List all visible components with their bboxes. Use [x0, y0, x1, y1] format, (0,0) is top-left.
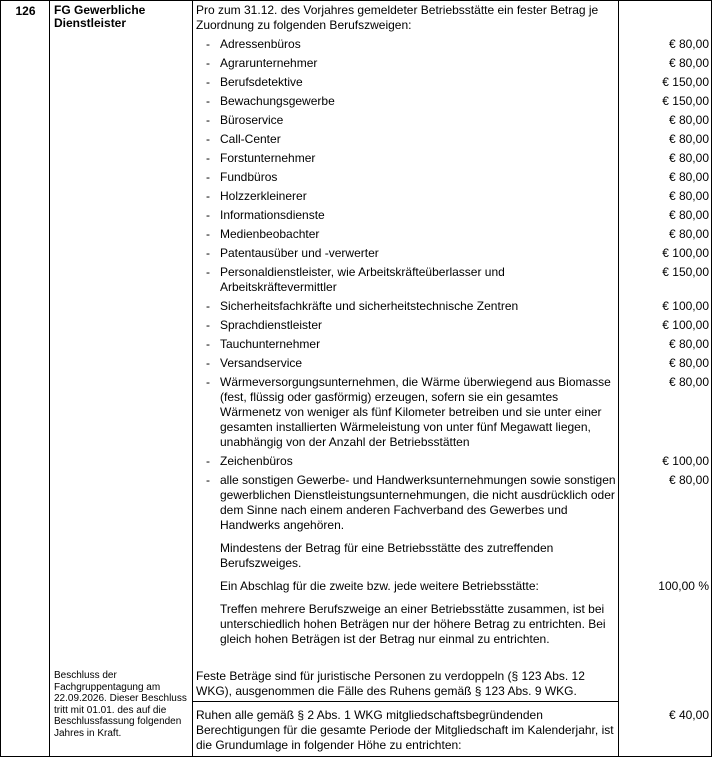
list-item	[206, 170, 616, 185]
item-amount: € 150,00	[662, 75, 709, 89]
item-amount: € 80,00	[668, 356, 709, 370]
list-bullet: -	[206, 113, 210, 127]
list-item	[206, 151, 616, 166]
list-bullet: -	[206, 132, 210, 146]
item-amount: € 150,00	[662, 265, 709, 279]
list-item	[206, 299, 616, 314]
item-label: Informationsdienste	[220, 208, 325, 222]
list-bullet: -	[206, 56, 210, 70]
list-item	[206, 132, 616, 147]
item-amount: € 80,00	[668, 113, 709, 127]
item-amount: € 80,00	[668, 227, 709, 241]
item-label: Fundbüros	[220, 170, 278, 184]
item-amount: € 80,00	[668, 56, 709, 70]
item-amount: € 80,00	[668, 37, 709, 51]
legal-person-text: Feste Beträge sind für juristische Personen zu verdoppeln (§ 123 Abs. 12 WKG), ausgenommen die Fälle des Ruhens gemäß § 123 Abs. 9 WKG.	[196, 669, 585, 698]
list-bullet: -	[206, 337, 210, 351]
item-label: Zeichenbüros	[220, 454, 293, 468]
minimum-text: Mindestens der Betrag für eine Betriebsstätte des zutreffenden Berufszweiges.	[220, 541, 554, 570]
list-bullet: -	[206, 318, 210, 332]
list-bullet: -	[206, 151, 210, 165]
list-item	[206, 356, 616, 371]
list-bullet: -	[206, 189, 210, 203]
list-item	[206, 94, 616, 109]
item-amount: € 100,00	[662, 246, 709, 260]
resolution-note: Beschluss der Fachgruppentagung am 22.09.2026. Dieser Beschluss tritt mit 01.01. des auf die Beschlussfassung folgenden Jahres in Kraft.	[54, 670, 187, 739]
list-bullet: -	[206, 227, 210, 241]
list-item	[206, 56, 616, 71]
row-divider	[192, 701, 618, 702]
list-bullet: -	[206, 246, 210, 260]
item-amount: € 100,00	[662, 318, 709, 332]
item-label: Bewachungsgewerbe	[220, 94, 335, 108]
item-amount: € 80,00	[668, 375, 709, 389]
list-item	[206, 375, 616, 450]
list-bullet: -	[206, 94, 210, 108]
list-item	[206, 208, 616, 223]
item-amount: € 80,00	[668, 132, 709, 146]
item-label: Tauchunternehmer	[220, 337, 321, 351]
item-label: Versandservice	[220, 356, 303, 370]
list-item	[206, 246, 616, 261]
item-amount: € 80,00	[668, 151, 709, 165]
column-divider	[192, 1, 193, 756]
list-bullet: -	[206, 170, 210, 184]
item-label: Berufsdetektive	[220, 75, 303, 89]
list-item	[206, 265, 616, 295]
column-divider	[49, 1, 50, 756]
item-amount: € 80,00	[668, 189, 709, 203]
resting-text: Ruhen alle gemäß § 2 Abs. 1 WKG mitgliedschaftsbegründenden Berechtigungen für die gesamte Periode der Mitgliedschaft im Kalenderjahr, ist die Grundumlage in folgender Höhe zu entrichten:	[196, 708, 614, 752]
list-item	[206, 113, 616, 128]
item-label: Holzzerkleinerer	[220, 189, 307, 203]
item-amount: € 80,00	[668, 208, 709, 222]
list-item	[206, 337, 616, 352]
item-amount: € 80,00	[668, 473, 709, 487]
item-label: Patentausüber und -verwerter	[220, 246, 379, 260]
item-amount: € 150,00	[662, 94, 709, 108]
list-bullet: -	[206, 208, 210, 222]
list-item	[206, 189, 616, 204]
item-label: Call-Center	[220, 132, 281, 146]
item-label: alle sonstigen Gewerbe- und Handwerksunternehmungen sowie sonstigen gewerblichen Dienstleistungsunternehmungen, die nicht ausdrücklich oder dem Sinne nach einem anderen Fachverband des Gewerbes und Handwerks angehören.	[220, 473, 616, 532]
group-name: FG Gewerbliche Dienstleister	[54, 3, 146, 30]
item-label: Sicherheitsfachkräfte und sicherheitstechnische Zentren	[220, 299, 519, 313]
discount-value: 100,00 %	[658, 579, 709, 593]
list-item	[206, 227, 616, 242]
list-item	[206, 318, 616, 333]
list-item	[206, 37, 616, 52]
item-amount: € 100,00	[662, 299, 709, 313]
list-item	[206, 454, 616, 469]
item-label: Agrarunternehmer	[220, 56, 318, 70]
list-bullet: -	[206, 375, 210, 389]
item-amount: € 100,00	[662, 454, 709, 468]
list-bullet: -	[206, 299, 210, 313]
resting-amount: € 40,00	[668, 708, 709, 722]
list-item	[206, 75, 616, 90]
intro-text: Pro zum 31.12. des Vorjahres gemeldeter Betriebsstätte ein fester Betrag je Zuordnung zu folgenden Berufszweigen:	[196, 3, 599, 32]
list-bullet: -	[206, 265, 210, 279]
item-label: Personaldienstleister, wie Arbeitskräfteüberlasser und Arbeitskräftevermittler	[220, 265, 505, 294]
item-label: Sprachdienstleister	[220, 318, 323, 332]
discount-text: Ein Abschlag für die zweite bzw. jede weitere Betriebsstätte:	[220, 579, 539, 593]
item-label: Wärmeversorgungsunternehmen, die Wärme überwiegend aus Biomasse (fest, flüssig oder gasförmig) erzeugen, sofern sie ein gesamtes Wärmenetz von weniger als fünf Kilometer betreiben und sie unter einer gesamten installierten Wärmeleistung von unter fünf Megawatt liegen, unabhängig von der Anzahl der Betriebsstätten	[220, 375, 611, 449]
list-bullet: -	[206, 454, 210, 468]
list-bullet: -	[206, 473, 210, 487]
list-bullet: -	[206, 37, 210, 51]
row-number: 126	[15, 4, 36, 18]
item-label: Medienbeobachter	[220, 227, 320, 241]
multiple-branches-text: Treffen mehrere Berufszweige an einer Betriebsstätte zusammen, ist bei unterschiedlich hohen Beträgen nur der höhere Betrag zu entrichten. Bei gleich hohen Beträgen ist der Betrag nur einmal zu entrichten.	[220, 602, 606, 646]
item-amount: € 80,00	[668, 170, 709, 184]
list-item	[206, 473, 616, 533]
item-label: Adressenbüros	[220, 37, 301, 51]
item-amount: € 80,00	[668, 337, 709, 351]
item-label: Forstunternehmer	[220, 151, 316, 165]
item-label: Büroservice	[220, 113, 284, 127]
list-bullet: -	[206, 75, 210, 89]
list-bullet: -	[206, 356, 210, 370]
